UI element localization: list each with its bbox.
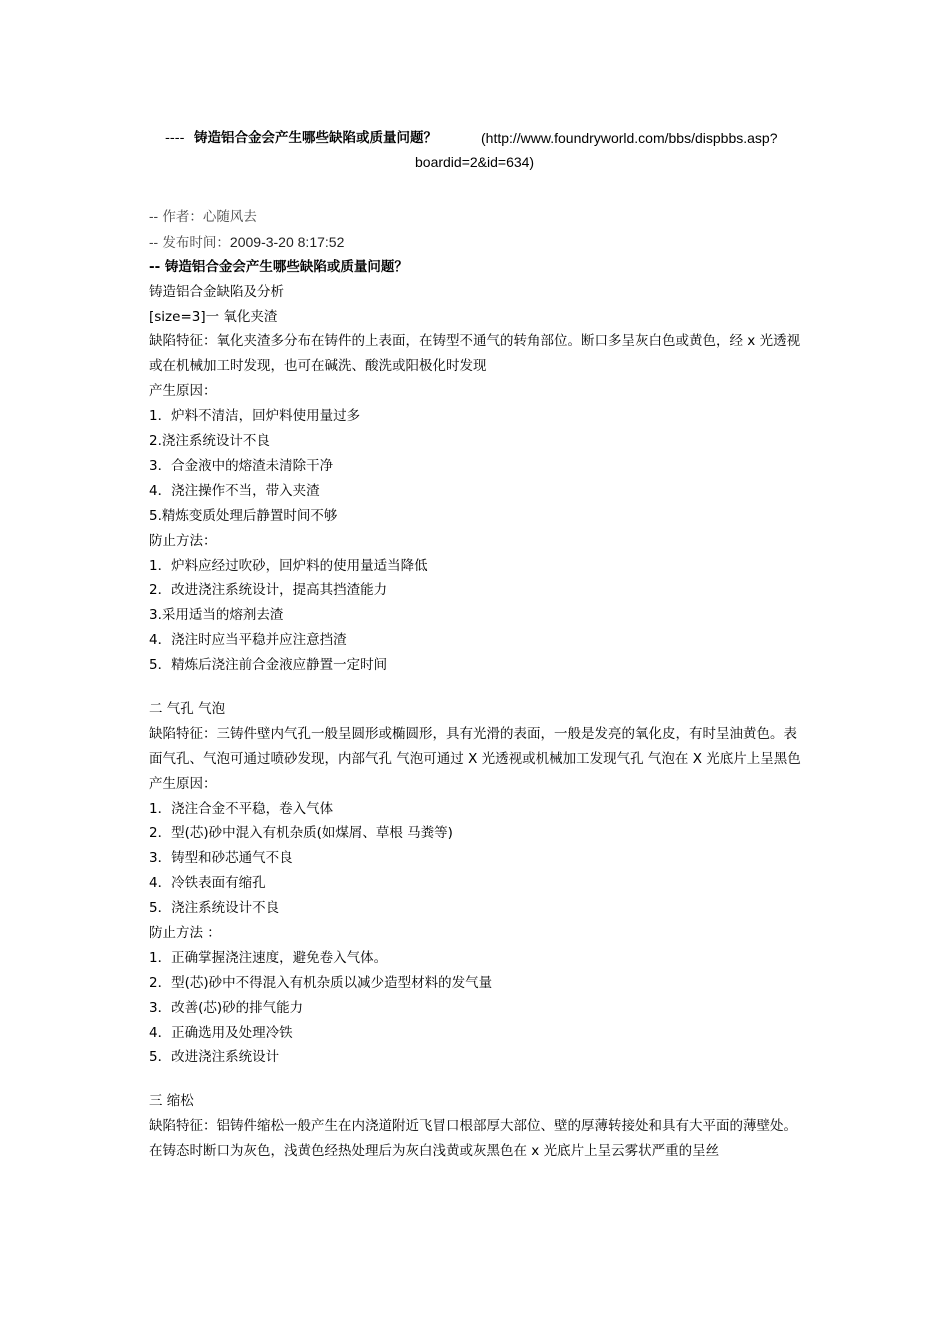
source-url: (http://www.foundryworld.com/bbs/dispbbs.asp? [481, 130, 778, 146]
list-item: 5．浇注系统设计不良 [149, 900, 280, 917]
defect-feature: 缺陷特征：氧化夹渣多分布在铸件的上表面，在铸型不通气的转角部位。断口多呈灰白色或黄色，经 x 光透视或在机械加工时发现，也可在碱洗、酸洗或阳极化时发现 [149, 333, 801, 375]
list-item: 3．改善(芯)砂的排气能力 [149, 999, 304, 1016]
header-title: 铸造铝合金会产生哪些缺陷或质量问题？ [194, 130, 437, 146]
defect-feature: 缺陷特征：三铸件壁内气孔一般呈圆形或椭圆形，具有光滑的表面，一般是发亮的氧化皮，有时呈油黄色。表面气孔、气泡可通过喷砂发现，内部气孔 气泡可通过 X 光透视或机械加工发现气孔 气泡在 X 光底片上呈黑色 [149, 725, 801, 767]
list-item: 5．精炼后浇注前合金液应静置一定时间 [149, 657, 388, 674]
list-item: 2．改进浇注系统设计，提高其挡渣能力 [149, 582, 388, 599]
section-title: [size=3]一 氧化夹渣 [149, 308, 278, 325]
subject-line: -- 铸造铝合金会产生哪些缺陷或质量问题？ [149, 258, 408, 275]
header-dash: ---- [165, 130, 185, 146]
publish-time-label: -- 发布时间： [149, 234, 230, 251]
list-item: 1．正确掌握浇注速度，避免卷入气体。 [149, 949, 388, 966]
list-item: 1．炉料应经过吹砂，回炉料的使用量适当降低 [149, 557, 428, 574]
cause-label: 产生原因： [149, 383, 217, 400]
list-item: 1．浇注合金不平稳，卷入气体 [149, 800, 334, 817]
list-item: 1．炉料不清洁，回炉料使用量过多 [149, 408, 361, 425]
list-item: 4．正确选用及处理冷铁 [149, 1024, 293, 1041]
section-gap [149, 678, 801, 697]
cause-label: 产生原因： [149, 775, 217, 792]
list-item: 4．浇注操作不当，带入夹渣 [149, 482, 320, 499]
list-item: 4．冷铁表面有缩孔 [149, 875, 266, 892]
publish-time-line [149, 230, 801, 255]
list-item: 2．型(芯)砂中不得混入有机杂质以减少造型材料的发气量 [149, 974, 493, 991]
list-item: 2.浇注系统设计不良 [149, 433, 270, 450]
list-item: 5．改进浇注系统设计 [149, 1049, 280, 1066]
article-heading: 铸造铝合金缺陷及分析 [149, 283, 284, 300]
defect-feature: 缺陷特征：铝铸件缩松一般产生在内浇道附近飞冒口根部厚大部位、壁的厚薄转接处和具有大平面的薄壁处。在铸态时断口为灰色，浅黄色经热处理后为灰白浅黄或灰黑色在 x 光底片上呈云雾状严重的呈丝 [149, 1118, 797, 1160]
list-item: 4．浇注时应当平稳并应注意挡渣 [149, 632, 347, 649]
list-item: 2．型(芯)砂中混入有机杂质(如煤屑、草根 马粪等) [149, 825, 453, 842]
section-gap [149, 1070, 801, 1089]
section-title: 二 气孔 气泡 [149, 700, 226, 717]
source-url-continued: boardid=2&id=634) [415, 154, 535, 170]
list-item: 5.精炼变质处理后静置时间不够 [149, 507, 338, 524]
document-body [149, 205, 801, 1164]
section-title: 三 缩松 [149, 1093, 194, 1110]
prevent-label: 防止方法 ： [149, 925, 221, 941]
publish-time-value: 2009-3-20 8:17:52 [229, 233, 345, 250]
list-item: 3.采用适当的熔剂去渣 [149, 607, 284, 624]
prevent-label: 防止方法： [149, 532, 217, 549]
list-item: 3．铸型和砂芯通气不良 [149, 850, 293, 867]
list-item: 3．合金液中的熔渣未清除干净 [149, 457, 334, 474]
author-line: -- 作者：心随风去 [149, 209, 257, 225]
